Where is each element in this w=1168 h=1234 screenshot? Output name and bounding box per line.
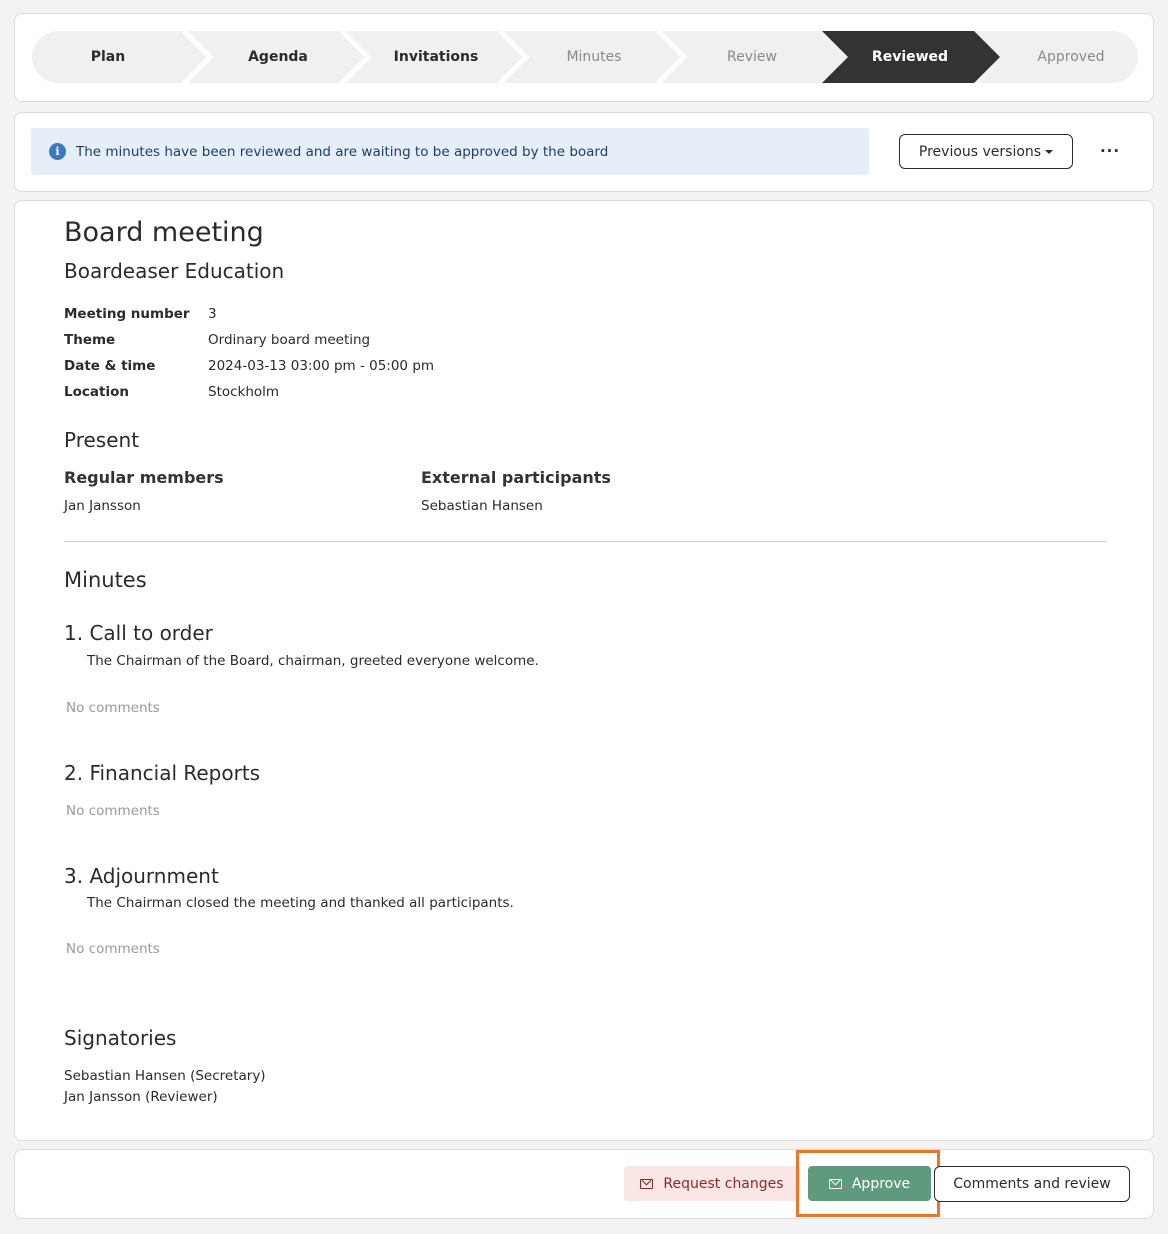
- signatory: Sebastian Hansen (Secretary): [64, 1068, 266, 1084]
- previous-versions-label: Previous versions: [918, 143, 1042, 160]
- step-minutes[interactable]: Minutes: [566, 49, 622, 65]
- minutes-item-text: The Chairman closed the meeting and thanked all participants.: [87, 895, 514, 911]
- info-icon: i: [49, 143, 66, 160]
- status-card: [14, 112, 1154, 192]
- approve-highlight-box: [796, 1150, 940, 1217]
- step-approved[interactable]: Approved: [1037, 49, 1105, 65]
- present-heading: Present: [64, 428, 140, 452]
- action-bar: [14, 1149, 1154, 1219]
- detail-value-meeting-number: 3: [208, 306, 217, 322]
- minutes-item-comments: No comments: [66, 803, 160, 819]
- status-alert: [31, 128, 869, 175]
- minutes-item-comments: No comments: [66, 700, 160, 716]
- comments-and-review-button[interactable]: [934, 1166, 1130, 1202]
- signatories-heading: Signatories: [64, 1026, 177, 1050]
- progress-stepper: [32, 31, 1138, 83]
- detail-value-theme: Ordinary board meeting: [208, 332, 371, 348]
- minutes-item-text: The Chairman of the Board, chairman, greeted everyone welcome.: [87, 653, 539, 669]
- caret-down-icon: [1045, 150, 1053, 154]
- detail-label-date-time: Date & time: [64, 358, 156, 374]
- request-changes-button[interactable]: [624, 1166, 800, 1201]
- detail-label-meeting-number: Meeting number: [64, 306, 190, 322]
- minutes-document-card: [14, 200, 1154, 1141]
- status-message: The minutes have been reviewed and are waiting to be approved by the board: [76, 143, 609, 160]
- minutes-item-title: 2. Financial Reports: [64, 761, 261, 785]
- more-options-icon[interactable]: ···: [1099, 142, 1121, 160]
- detail-value-location: Stockholm: [208, 384, 280, 400]
- organization-name: Boardeaser Education: [64, 259, 285, 283]
- comments-and-review-label: Comments and review: [953, 1176, 1111, 1192]
- signatory: Jan Jansson (Reviewer): [64, 1089, 218, 1105]
- progress-stepper-card: [14, 13, 1154, 102]
- envelope-icon: [640, 1179, 653, 1189]
- approve-label: Approve: [851, 1175, 911, 1192]
- step-agenda[interactable]: Agenda: [248, 49, 308, 65]
- detail-value-date-time: 2024-03-13 03:00 pm - 05:00 pm: [208, 358, 435, 374]
- request-changes-label: Request changes: [663, 1175, 784, 1192]
- regular-members-heading: Regular members: [64, 468, 224, 487]
- step-review[interactable]: Review: [727, 49, 777, 65]
- section-divider: [64, 541, 1106, 542]
- step-plan[interactable]: Plan: [90, 49, 126, 65]
- minutes-item-comments: No comments: [66, 941, 160, 957]
- external-participant: Sebastian Hansen: [421, 498, 543, 514]
- external-participants-heading: External participants: [421, 468, 611, 487]
- minutes-heading: Minutes: [64, 568, 147, 592]
- meeting-title: Board meeting: [64, 217, 264, 248]
- minutes-item-title: 3. Adjournment: [64, 864, 219, 888]
- step-invitations[interactable]: Invitations: [393, 49, 479, 65]
- previous-versions-dropdown[interactable]: [899, 134, 1073, 169]
- regular-member: Jan Jansson: [64, 498, 141, 514]
- minutes-item-title: 1. Call to order: [64, 621, 213, 645]
- step-reviewed[interactable]: Reviewed: [871, 49, 949, 65]
- detail-label-theme: Theme: [64, 332, 116, 348]
- detail-label-location: Location: [64, 384, 129, 400]
